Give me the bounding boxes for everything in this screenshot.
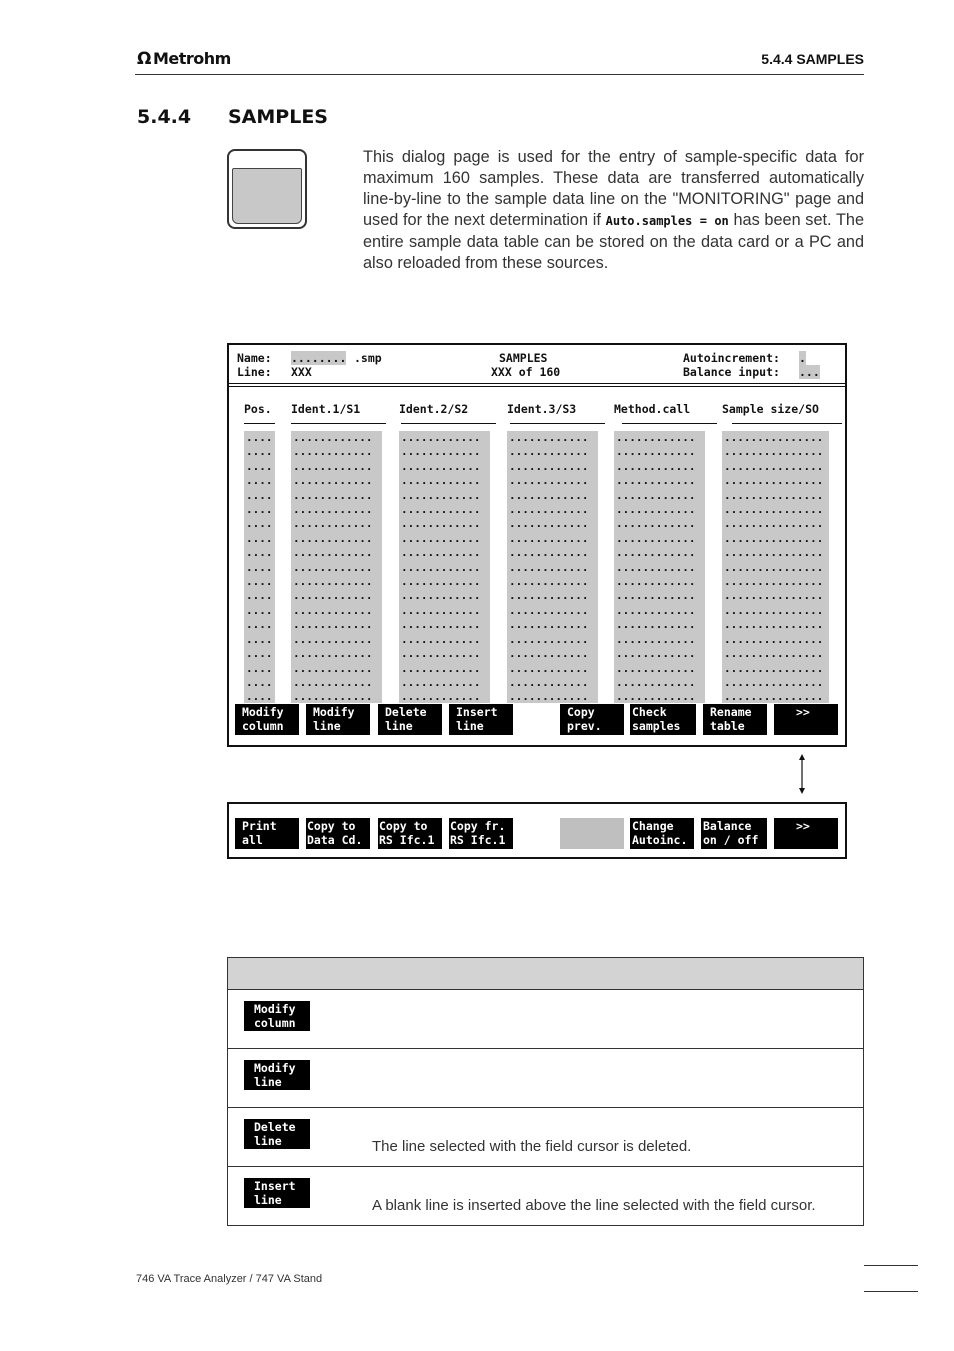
col-header-method: Method.call [614,402,691,416]
header-divider-2 [229,386,845,387]
key-line1: Insert [254,1179,296,1193]
dot-fill: ............ ............ ............ ............ ............ ............ ............ ............ ............ ............ ............ ............ ............ ............ ............ ............ ............ ............ ............ [293,431,373,703]
softkey-line1: Delete [385,705,427,719]
key-line2: line [254,1193,282,1207]
intro-code: Auto.samples = on [605,214,729,228]
softkey-page-2 [227,802,847,859]
softkey-rename-table[interactable] [703,704,767,735]
softkey-copy-prev[interactable] [560,704,624,735]
softkey-line2: Data Cd. [307,833,363,847]
col-header-pos: Pos. [244,402,272,416]
softkey-insert-line-ref [244,1178,310,1208]
col-underline-pos [244,423,275,424]
softkey-line2: on / off [703,833,759,847]
table-row [228,1049,863,1108]
softkey-line1: Change [632,819,674,833]
key-line1: Modify [254,1002,296,1016]
softkey-line1: Modify [313,705,355,719]
softkey-line2: Autoinc. [632,833,688,847]
table-row [228,990,863,1049]
softkey-line1: Check [632,705,667,719]
column-ident1[interactable] [291,431,382,703]
col-underline-method [622,423,717,424]
dot-fill: .... .... .... .... .... .... .... .... .... .... .... .... .... .... .... .... .... .... .... [246,431,273,703]
col-header-ident3: Ident.3/S3 [507,402,577,416]
autoincrement-field[interactable]: . [799,351,806,365]
footer-rule-top [864,1265,918,1266]
col-underline-ident3 [510,423,605,424]
key-line1: Delete [254,1120,296,1134]
column-pos[interactable] [244,431,275,703]
header-divider [229,383,845,384]
intro-text-1: This dialog page is used for the entry of sample-specific data for maximum 160 samples. These data are transferred automatically line-by-line to the sample data line on the "MONITORING" page and used for the next determination if [363,148,864,229]
table-row [228,1108,863,1167]
softkey-modify-line-ref [244,1060,310,1090]
softkey-empty [560,818,624,849]
logo-text: Metrohm [152,49,231,68]
row-description: The line selected with the field cursor is deleted. [372,1138,692,1155]
running-header: 5.4.4 SAMPLES [761,51,864,67]
softkey-line2: samples [632,719,681,733]
softkey-line1: Copy to [379,819,428,833]
softkey-description-table [227,957,864,1226]
line-value: XXX [291,365,312,379]
header-rule [135,74,864,75]
col-header-ident1: Ident.1/S1 [291,402,361,416]
col-header-sample-size: Sample size/SO [722,402,819,416]
key-line2: line [254,1134,282,1148]
section-title: SAMPLES [228,106,328,128]
column-sample-size[interactable] [722,431,829,703]
key-line1: Modify [254,1061,296,1075]
double-arrow-icon [799,754,805,794]
softkey-line2: prev. [567,719,602,733]
page-footer: 746 VA Trace Analyzer / 747 VA Stand [136,1273,323,1285]
section-number: 5.4.4 [137,106,192,128]
col-underline-sample-size [732,423,842,424]
line-counter: XXX of 160 [491,365,561,379]
softkey-line2: line [456,719,484,733]
dot-fill: ............ ............ ............ ............ ............ ............ ............ ............ ............ ............ ............ ............ ............ ............ ............ ............ ............ ............ ............ [509,431,589,703]
metrohm-logo [137,49,231,69]
softkey-line2: RS Ifc.1 [450,833,506,847]
name-field[interactable]: ........ [291,351,347,365]
col-header-ident2: Ident.2/S2 [399,402,469,416]
column-method[interactable] [614,431,705,703]
softkey-copy-to-data-card[interactable] [306,818,370,849]
softkey-next-page-2[interactable] [774,818,838,849]
name-extension: .smp [354,351,382,365]
softkey-line1: Print [242,819,277,833]
softkey-insert-line[interactable] [449,704,513,735]
table-row [228,1167,863,1226]
name-label: Name: [237,351,272,365]
softkey-line1: >> [796,705,810,719]
col-underline-ident2 [401,423,496,424]
column-ident3[interactable] [507,431,598,703]
softkey-next-page[interactable] [774,704,838,735]
balance-input-label: Balance input: [683,365,780,379]
softkey-copy-to-rs-ifc[interactable] [378,818,442,849]
key-icon [227,149,307,229]
softkey-copy-from-rs-ifc[interactable] [449,818,513,849]
autoincrement-label: Autoincrement: [683,351,780,365]
softkey-balance-on-off[interactable] [701,818,767,849]
softkey-line1: Insert [456,705,498,719]
softkey-line2: RS Ifc.1 [379,833,435,847]
softkey-line1: Balance [703,819,752,833]
softkey-line2: line [385,719,413,733]
softkey-line1: >> [796,819,810,833]
softkey-delete-line-ref [244,1119,310,1149]
softkey-line1: Rename [710,705,752,719]
screen-title: SAMPLES [499,351,548,365]
dot-fill: ............... ............... ............... ............... ............... ............... ............... ............... ............... ............... ............... ............... ............... ............... ............... ............... ............... ............... ............... [724,431,824,703]
softkey-delete-line[interactable] [378,704,442,735]
column-ident2[interactable] [399,431,490,703]
softkey-line1: Copy [567,705,595,719]
softkey-modify-column-ref [244,1001,310,1031]
softkey-line1: Copy to [307,819,356,833]
row-description: A blank line is inserted above the line selected with the field cursor. [372,1197,816,1214]
softkey-line2: table [710,719,745,733]
softkey-line2: column [242,719,284,733]
softkey-change-autoinc[interactable] [630,818,694,849]
metrohm-omega-icon: Ω [137,49,151,69]
softkey-check-samples[interactable] [630,704,696,735]
softkey-modify-line[interactable] [306,704,370,735]
footer-rule-bottom [864,1291,918,1292]
softkey-line2: all [242,833,263,847]
softkey-line1: Copy fr. [450,819,506,833]
softkey-print-all[interactable] [235,818,299,849]
line-label: Line: [237,365,272,379]
softkey-line2: line [313,719,341,733]
dot-fill: ............ ............ ............ ............ ............ ............ ............ ............ ............ ............ ............ ............ ............ ............ ............ ............ ............ ............ ............ [401,431,481,703]
softkey-line1: Modify [242,705,284,719]
samples-screen [227,343,847,747]
key-line2: column [254,1016,296,1030]
key-line2: line [254,1075,282,1089]
softkey-modify-column[interactable] [235,704,299,735]
intro-paragraph [363,147,864,274]
col-underline-ident1 [291,423,386,424]
balance-input-field[interactable]: ... [799,365,820,379]
intro-text-2: has been set. The entire sample data table can be stored on the data card or a PC and also reloaded from these sources. [363,211,864,272]
table-header [228,958,863,990]
dot-fill: ............ ............ ............ ............ ............ ............ ............ ............ ............ ............ ............ ............ ............ ............ ............ ............ ............ ............ ............ [616,431,696,703]
